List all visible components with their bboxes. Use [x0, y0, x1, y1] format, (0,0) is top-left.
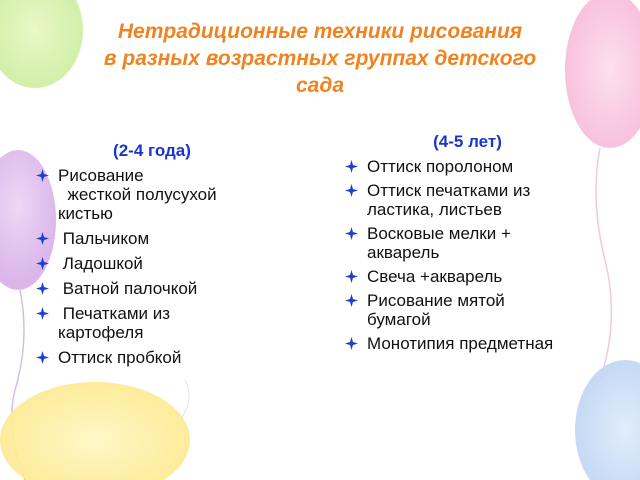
four-point-star-icon	[345, 160, 358, 173]
four-point-star-icon	[36, 351, 49, 364]
four-point-star-icon	[345, 270, 358, 283]
list-item: Оттиск печатками из ластика, листьев	[345, 181, 620, 219]
four-point-star-icon	[36, 282, 49, 295]
list-item: Печатками из картофеля	[36, 304, 276, 342]
four-point-star-icon	[345, 184, 358, 197]
title-line-3: сада	[295, 74, 345, 97]
list-item: Оттиск пробкой	[36, 348, 276, 367]
left-item-list	[36, 166, 276, 367]
left-column	[36, 140, 276, 373]
four-point-star-icon	[36, 307, 49, 320]
list-item: Свеча +акварель	[345, 267, 620, 286]
right-column	[345, 131, 620, 358]
list-item: Рисование мятой бумагой	[345, 291, 620, 329]
list-item: Пальчиком	[36, 229, 276, 248]
four-point-star-icon	[36, 169, 49, 182]
four-point-star-icon	[345, 294, 358, 307]
list-item: Восковые мелки + акварель	[345, 224, 620, 262]
list-item: Ладошкой	[36, 254, 276, 273]
four-point-star-icon	[36, 232, 49, 245]
title-line-1: Нетрадиционные техники рисования	[117, 20, 523, 43]
four-point-star-icon	[36, 257, 49, 270]
right-item-list	[345, 157, 620, 353]
four-point-star-icon	[345, 227, 358, 240]
list-item: Монотипия предметная	[345, 334, 620, 353]
four-point-star-icon	[345, 337, 358, 350]
list-item: Оттиск поролоном	[345, 157, 620, 176]
title-line-2: в разных возрастных группах детского	[103, 47, 537, 70]
blue-balloon	[575, 360, 640, 480]
list-item: Ватной палочкой	[36, 279, 276, 298]
right-column-heading: (4-5 лет)	[433, 132, 502, 151]
slide-title	[40, 18, 600, 99]
yellow-balloon	[0, 382, 190, 480]
left-column-heading: (2-4 года)	[113, 141, 191, 160]
list-item: Рисование жесткой полусухой кистью	[36, 166, 276, 223]
